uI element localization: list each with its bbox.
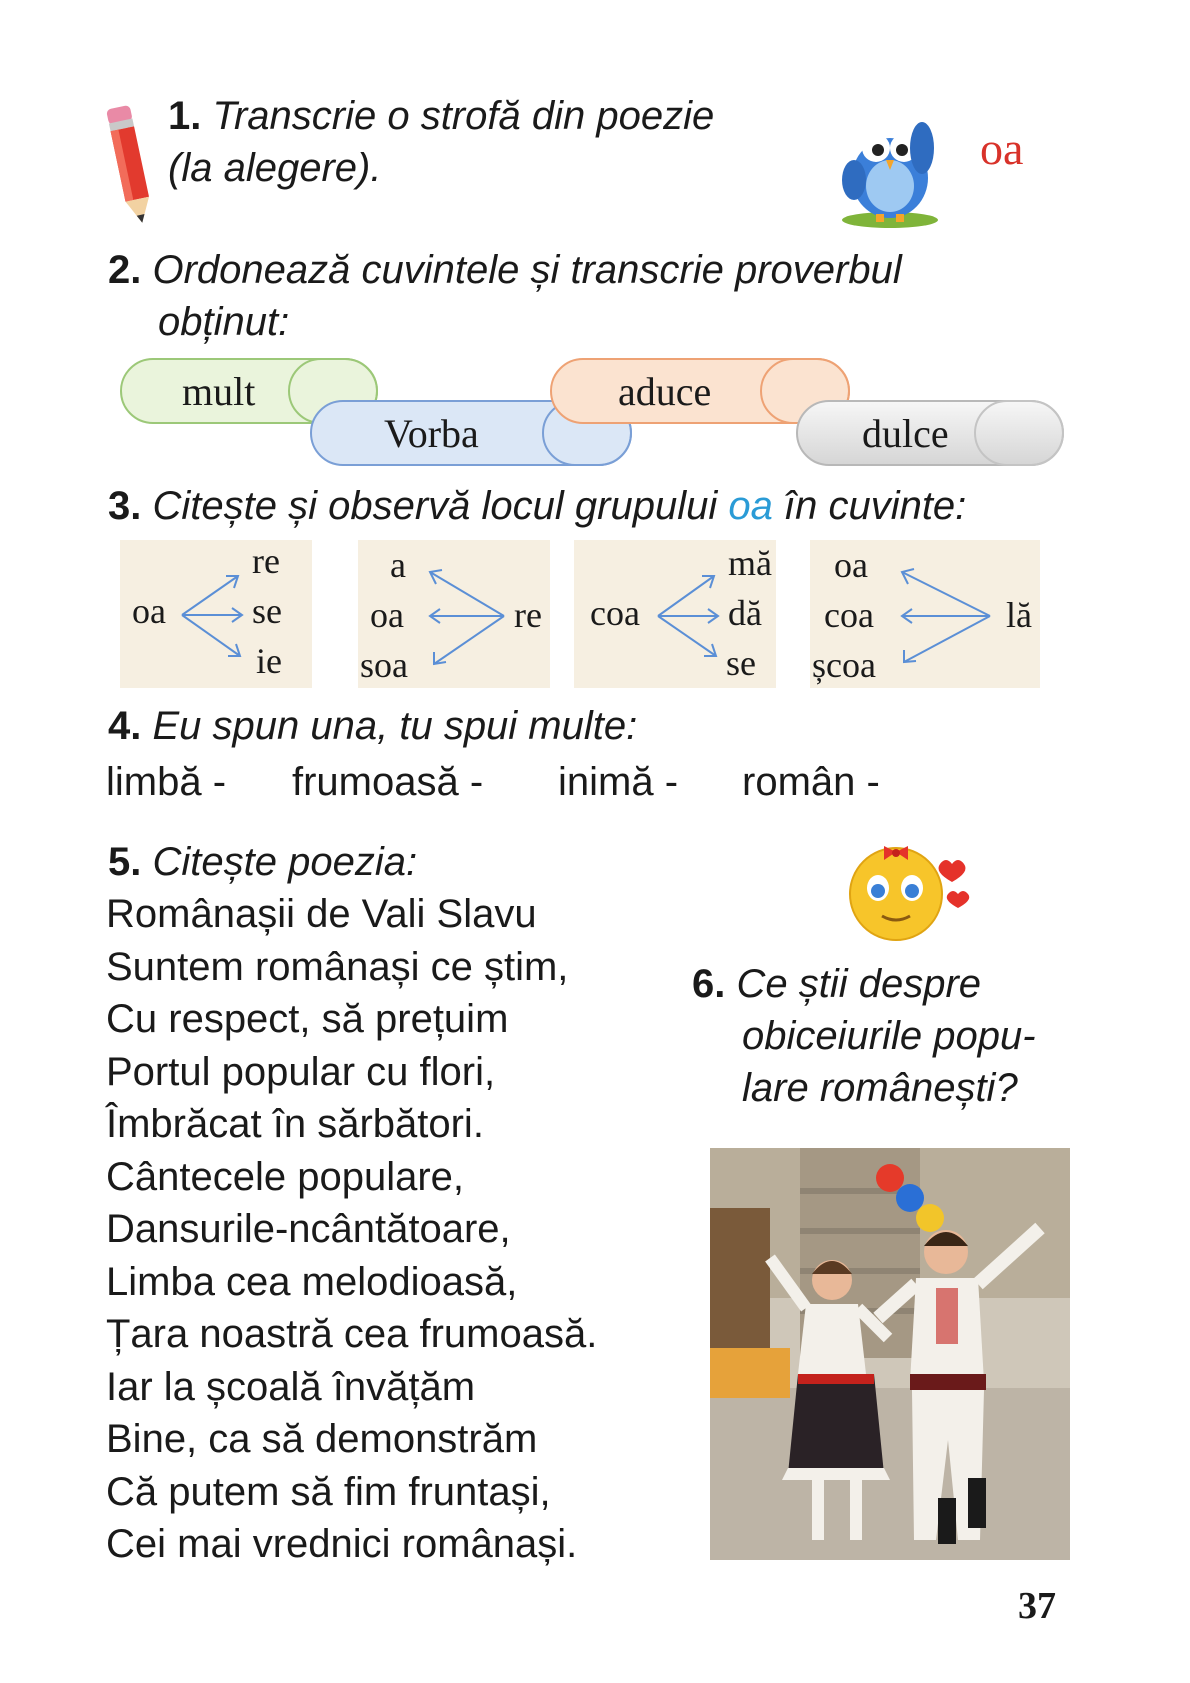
syllable-start: coa xyxy=(824,595,874,635)
task-5-instruction xyxy=(108,836,708,888)
poem-line: Dansurile-ncântătoare, xyxy=(106,1207,511,1251)
syllable-ending: re xyxy=(252,541,280,581)
task-2-line-2: obținut: xyxy=(158,300,290,344)
syllable-ending: se xyxy=(726,643,756,683)
task-1-number: 1. xyxy=(168,94,202,138)
poem-line: Limba cea melodioasă, xyxy=(106,1259,518,1304)
task-1-line-1: Transcrie o strofă din poezie xyxy=(212,94,715,138)
folk-dancers-photo xyxy=(710,1148,1070,1560)
syllable-center: coa xyxy=(590,593,640,633)
syllable-ending: re xyxy=(514,595,542,635)
task-5-text: Citește poezia: xyxy=(152,840,418,884)
arrows-icon xyxy=(654,560,734,670)
page-number: 37 xyxy=(1018,1585,1056,1627)
task-5-number: 5. xyxy=(108,840,142,884)
pencil-icon xyxy=(100,100,160,230)
task-1-line-2: (la alegere). xyxy=(168,146,382,190)
syllable-badge: oa xyxy=(980,123,1024,174)
poem-line: Iar la școală învățăm xyxy=(106,1364,476,1409)
task-4-word: român - xyxy=(742,760,880,804)
syllable-start: soa xyxy=(360,645,408,685)
word-pill-label: aduce xyxy=(618,368,712,414)
poem-line: Îmbrăcat în sărbători. xyxy=(106,1102,484,1146)
task-6-instruction xyxy=(692,958,1072,1114)
task-1-instruction xyxy=(168,90,808,194)
smiley-icon xyxy=(840,836,980,946)
task-6-number: 6. xyxy=(692,962,726,1006)
arrows-icon xyxy=(896,564,996,674)
syllable-ending: se xyxy=(252,591,282,631)
task-3-text-before: Citește și observă locul grupului xyxy=(152,484,718,528)
syllable-start: școa xyxy=(812,645,876,685)
poem-line: Cei mai vrednici românași. xyxy=(106,1522,578,1566)
syllable-start: oa xyxy=(834,545,868,585)
syllable-center: oa xyxy=(132,591,166,631)
syllable-ending: ie xyxy=(256,641,282,681)
task-4-word: frumoasă - xyxy=(292,760,484,804)
pill-cap xyxy=(974,400,1064,466)
task-6-line-2: obiceiurile popu- xyxy=(742,1014,1036,1058)
poem-line: Cântecele populare, xyxy=(106,1154,465,1199)
word-pill-label: mult xyxy=(182,368,256,414)
task-3-highlight: oa xyxy=(728,484,773,528)
reading-box-4 xyxy=(810,540,1040,688)
task-6-line-1: Ce știi despre xyxy=(736,962,982,1006)
poem-line: Bine, ca să demonstrăm xyxy=(106,1417,538,1461)
task-4-instruction xyxy=(108,700,1008,752)
task-3-instruction xyxy=(108,480,1188,532)
task-4-word: inimă - xyxy=(558,760,679,804)
poem-line: Țara noastră cea frumoasă. xyxy=(106,1312,598,1356)
word-pill-dulce[interactable] xyxy=(796,400,1064,466)
syllable-ending: lă xyxy=(1006,595,1032,635)
word-pill-label: Vorba xyxy=(384,410,479,456)
task-4-number: 4. xyxy=(108,704,142,748)
owl-icon xyxy=(830,100,950,230)
reading-box-3 xyxy=(574,540,776,688)
poem xyxy=(106,888,686,1571)
reading-box-2 xyxy=(358,540,550,688)
arrows-icon xyxy=(178,560,258,670)
syllable-start: a xyxy=(390,545,406,585)
task-4-text: Eu spun una, tu spui multe: xyxy=(152,704,638,748)
poem-line: Că putem să fim fruntași, xyxy=(106,1469,551,1514)
poem-line: Suntem românași ce știm, xyxy=(106,944,569,989)
arrows-icon xyxy=(426,564,510,674)
poem-line: Portul popular cu flori, xyxy=(106,1049,496,1094)
task-4-word: limbă - xyxy=(106,760,227,804)
task-2-number: 2. xyxy=(108,248,142,292)
syllable-start: oa xyxy=(370,595,404,635)
task-3-text-after: în cuvinte: xyxy=(783,484,967,528)
task-6-line-3: lare românești? xyxy=(742,1066,1018,1110)
syllable-ending: dă xyxy=(728,593,762,633)
task-2-line-1: Ordonează cuvintele și transcrie proverbul xyxy=(152,248,902,292)
word-pill-label: dulce xyxy=(862,410,949,456)
syllable-ending: mă xyxy=(728,543,772,583)
task-2-instruction xyxy=(108,244,1108,348)
task-3-number: 3. xyxy=(108,484,142,528)
poem-title: Românașii de Vali Slavu xyxy=(106,892,537,936)
poem-line: Cu respect, să prețuim xyxy=(106,997,509,1041)
reading-box-1 xyxy=(120,540,312,688)
